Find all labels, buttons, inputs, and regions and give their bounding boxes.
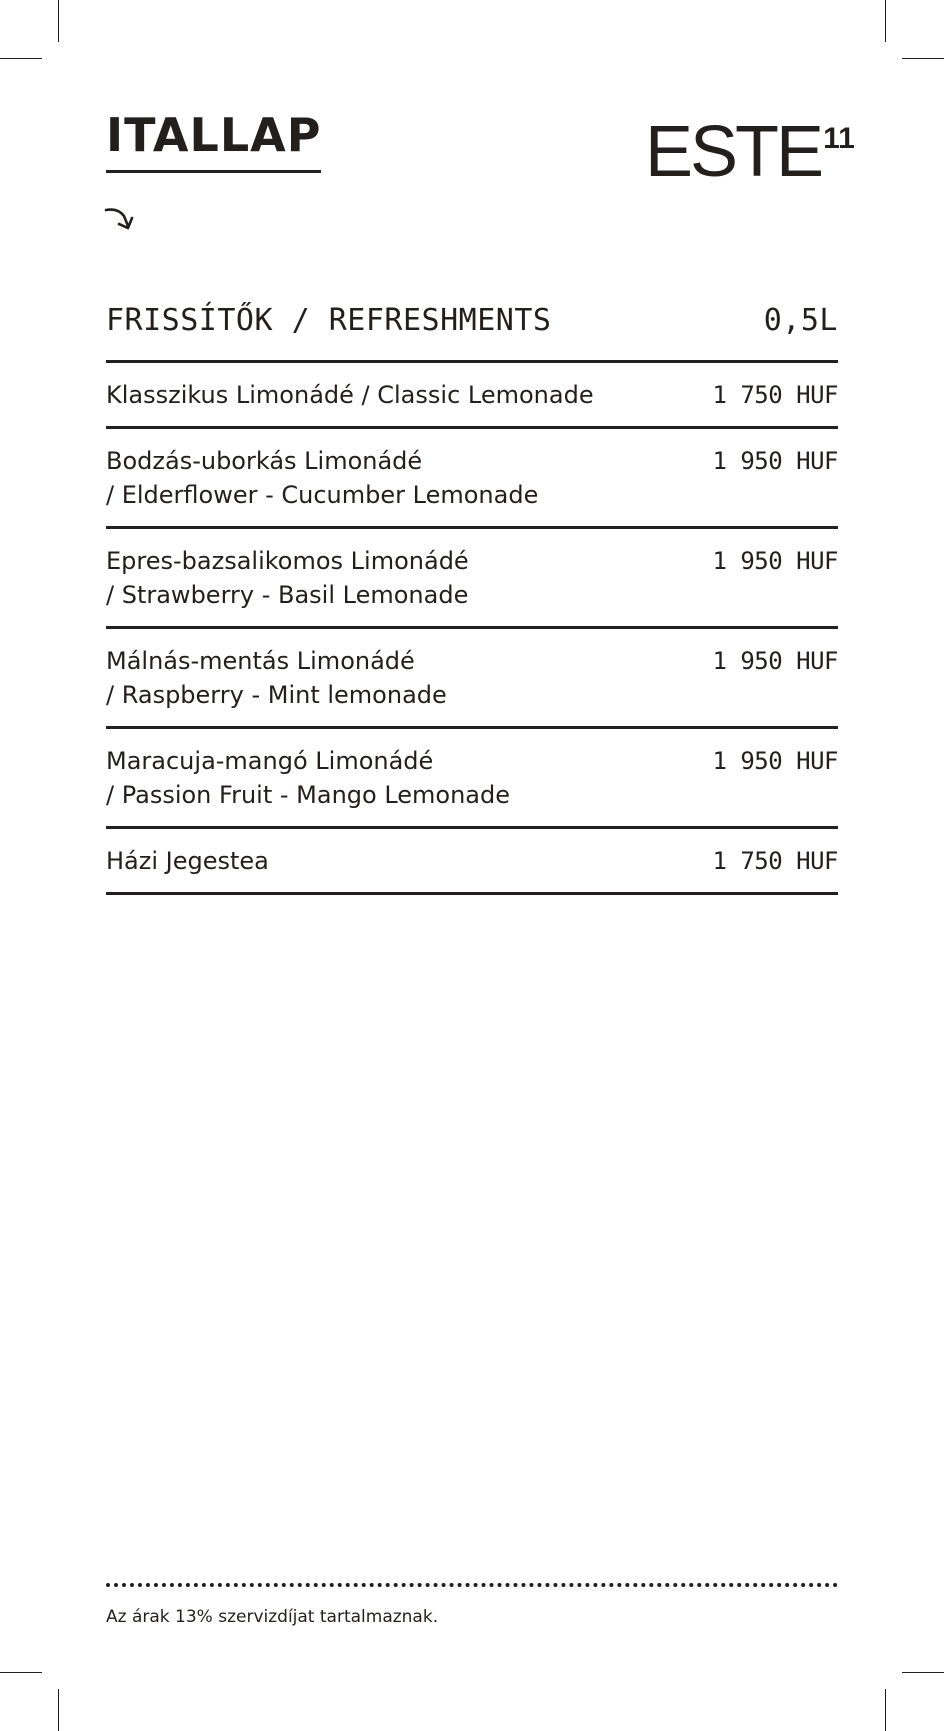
item-name-hu: Málnás-mentás Limonádé (106, 647, 415, 675)
item-name-en: / Passion Fruit - Mango Lemonade (106, 781, 511, 809)
crop-mark (0, 1672, 42, 1673)
item-name-hu: Maracuja-mangó Limonádé (106, 747, 434, 775)
menu-item (106, 529, 838, 629)
volume-label: 0,5L (763, 303, 838, 338)
item-name-en: / Strawberry - Basil Lemonade (106, 581, 469, 609)
crop-mark (0, 58, 42, 59)
section-header (106, 303, 838, 338)
item-name-hu: Epres-bazsalikomos Limonádé (106, 547, 469, 575)
curved-arrow-icon (104, 204, 138, 234)
item-price: 1 950 HUF (712, 747, 838, 775)
brand-logo (645, 112, 855, 192)
dotted-divider (106, 1583, 838, 1587)
menu-item (106, 429, 838, 529)
item-name-hu: Klasszikus Limonádé / Classic Lemonade (106, 381, 594, 409)
item-price: 1 750 HUF (712, 381, 838, 409)
menu-item (106, 363, 838, 429)
item-price: 1 950 HUF (712, 647, 838, 675)
menu-item (106, 729, 838, 829)
item-name-en: / Elderflower - Cucumber Lemonade (106, 481, 539, 509)
menu-item (106, 829, 838, 895)
crop-mark (58, 1689, 59, 1731)
page-title: ITALLAP (106, 112, 321, 173)
crop-mark (58, 0, 59, 42)
service-charge-note: Az árak 13% szervizdíjat tartalmaznak. (106, 1607, 439, 1627)
crop-mark (902, 1672, 944, 1673)
item-name-en: / Raspberry - Mint lemonade (106, 681, 447, 709)
logo-superscript: 11 (823, 122, 855, 155)
section-title: FRISSÍTŐK / REFRESHMENTS (106, 303, 552, 338)
menu-list (106, 360, 838, 895)
crop-mark (885, 1689, 886, 1731)
item-name-hu: Bodzás-uborkás Limonádé (106, 447, 423, 475)
crop-mark (885, 0, 886, 42)
item-price: 1 950 HUF (712, 447, 838, 475)
crop-mark (902, 58, 944, 59)
item-price: 1 950 HUF (712, 547, 838, 575)
logo-word: ESTE (645, 112, 822, 192)
item-price: 1 750 HUF (712, 847, 838, 875)
item-name-hu: Házi Jegestea (106, 847, 269, 875)
menu-item (106, 629, 838, 729)
